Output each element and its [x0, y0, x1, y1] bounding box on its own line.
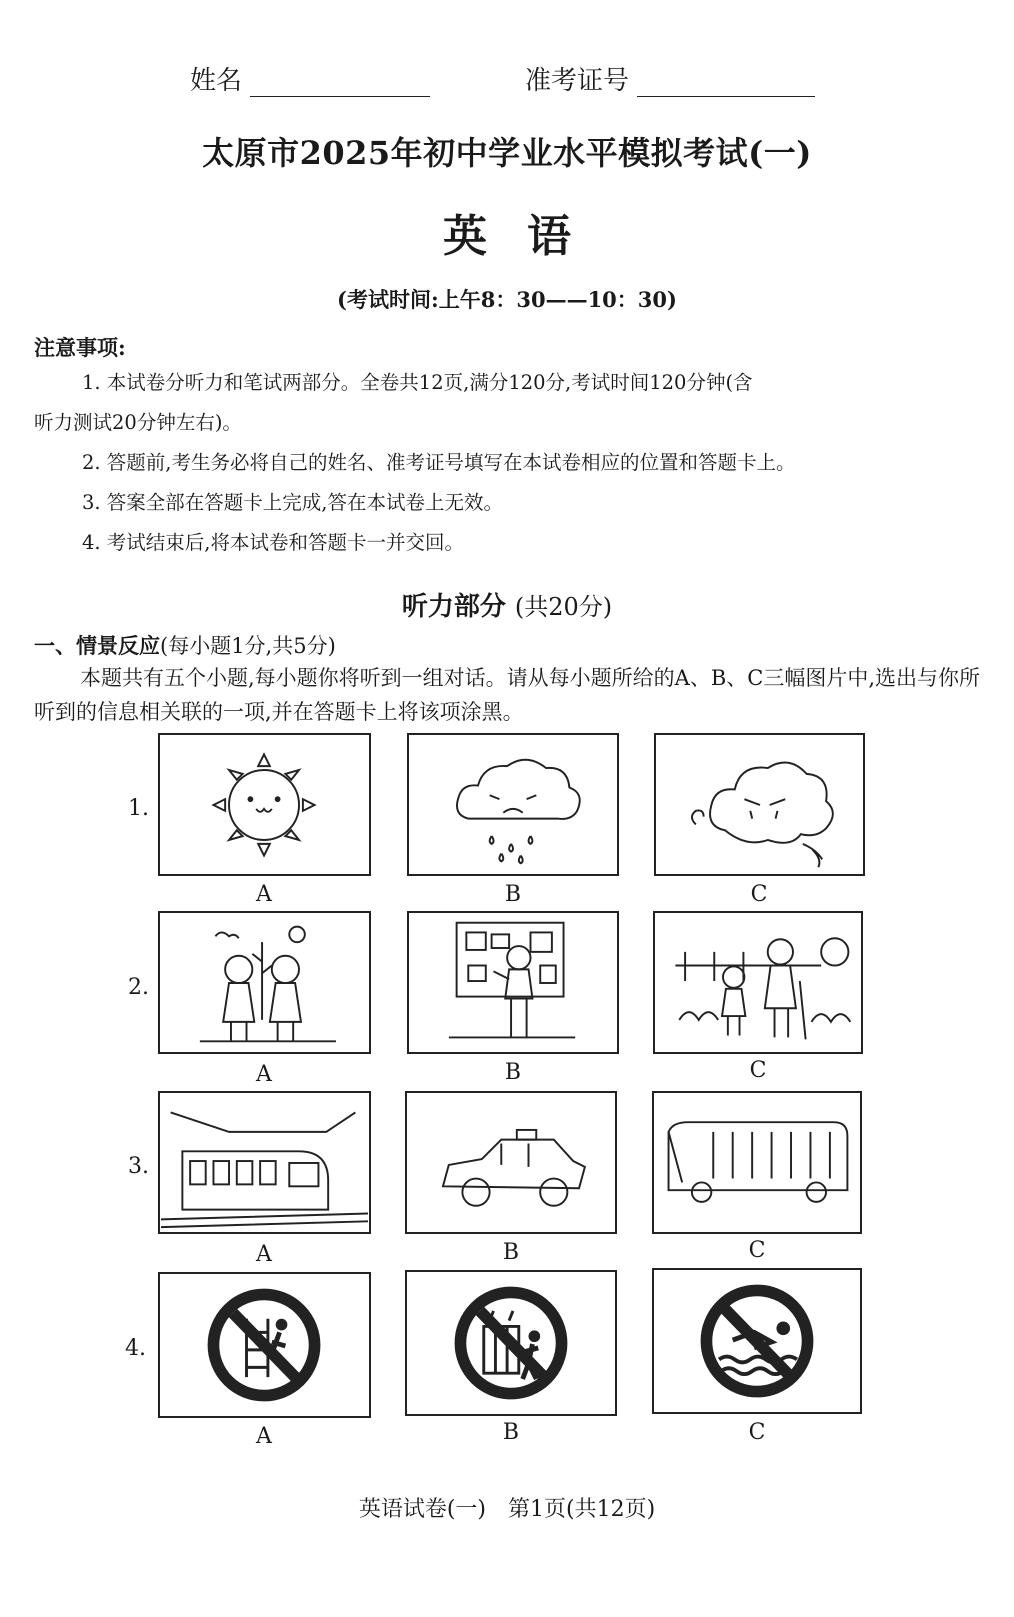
subject-title: 英语: [443, 211, 611, 262]
option-label: C: [748, 1238, 766, 1263]
option-picture-1b[interactable]: [407, 733, 619, 876]
name-field[interactable]: [190, 60, 430, 97]
part-name: 一、情景反应: [34, 633, 160, 658]
option-label: B: [502, 1240, 520, 1265]
option-label: C: [750, 882, 768, 907]
option-picture-3c[interactable]: [652, 1091, 862, 1234]
name-label: 姓名: [190, 66, 243, 96]
name-input-line[interactable]: [250, 66, 430, 97]
exam-id-label: 准考证号: [525, 66, 630, 96]
option-label: A: [256, 882, 272, 907]
note-item: 1. 本试卷分听力和笔试两部分。全卷共12页,满分120分,考试时间120分钟(含: [82, 371, 753, 394]
note-item: 2. 答题前,考生务必将自己的姓名、准考证号填写在本试卷相应的位置和答题卡上。: [82, 451, 796, 474]
option-label: A: [256, 1424, 272, 1449]
option-label: B: [502, 1420, 520, 1445]
option-picture-3b[interactable]: [405, 1091, 617, 1234]
question-number: 2.: [128, 975, 149, 1000]
note-item: 3. 答案全部在答题卡上完成,答在本试卷上无效。: [82, 491, 504, 514]
no-swimming-icon: [654, 1270, 860, 1412]
option-picture-4b[interactable]: [405, 1270, 617, 1416]
option-picture-2c[interactable]: [653, 911, 863, 1054]
option-label: A: [256, 1062, 272, 1087]
notes-title: 注意事项:: [34, 335, 126, 360]
exam-title: 太原市2025年初中学业水平模拟考试(一): [202, 134, 812, 172]
child-helping-elder-icon: [655, 913, 861, 1052]
option-label: A: [256, 1242, 272, 1267]
option-picture-1c[interactable]: [654, 733, 865, 876]
page-footer: 英语试卷(一) 第1页(共12页): [358, 1497, 656, 1522]
part-instruction: 本题共有五个小题,每小题你将听到一组对话。请从每小题所给的A、B、C三幅图片中,选出与你所听到的信息相关联的一项,并在答题卡上将该项涂黑。: [34, 666, 981, 724]
sun-icon: [160, 735, 369, 874]
question-number: 1.: [128, 796, 149, 821]
wind-cloud-icon: [656, 735, 863, 874]
children-planting-icon: [160, 913, 369, 1052]
option-label: B: [504, 1060, 522, 1085]
option-picture-2b[interactable]: [407, 911, 619, 1054]
rain-cloud-icon: [409, 735, 617, 874]
part-score: (每小题1分,共5分): [160, 634, 336, 658]
part-title: [34, 630, 336, 660]
option-picture-2a[interactable]: [158, 911, 371, 1054]
section-name: 听力部分: [401, 592, 506, 622]
option-picture-4c[interactable]: [652, 1268, 862, 1414]
boy-bulletin-board-icon: [409, 913, 617, 1052]
section-score: (共20分): [514, 593, 613, 621]
exam-time: (考试时间:上午8：30——10：30): [337, 287, 677, 312]
bus-icon: [654, 1093, 860, 1232]
option-picture-3a[interactable]: [158, 1091, 371, 1234]
option-picture-1a[interactable]: [158, 733, 371, 876]
note-item: 4. 考试结束后,将本试卷和答题卡一并交回。: [82, 531, 465, 554]
no-climbing-fence-icon: [407, 1272, 615, 1414]
no-climbing-icon: [160, 1274, 369, 1416]
exam-id-field[interactable]: [525, 60, 815, 97]
section-title: [0, 586, 1014, 623]
option-label: C: [749, 1058, 767, 1083]
option-label: B: [504, 882, 522, 907]
exam-id-input-line[interactable]: [637, 66, 815, 97]
option-picture-4a[interactable]: [158, 1272, 371, 1418]
police-car-icon: [407, 1093, 615, 1232]
note-item: 听力测试20分钟左右)。: [34, 411, 242, 434]
subway-train-icon: [160, 1093, 369, 1232]
question-number: 4.: [125, 1336, 146, 1361]
option-label: C: [748, 1420, 766, 1445]
question-number: 3.: [128, 1154, 149, 1179]
